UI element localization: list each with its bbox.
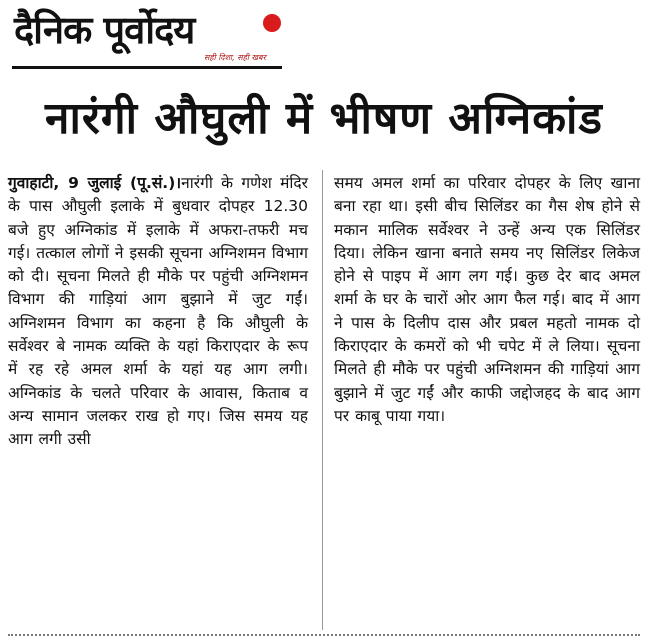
article-column-left (8, 172, 308, 452)
newspaper-tagline: सही दिशा, सही खबर (204, 53, 266, 62)
article-headline: नारंगी औघुली में भीषण अग्निकांड (45, 93, 603, 144)
article-column-right (334, 172, 640, 428)
newspaper-title: दैनिक पूर्वोदय (14, 8, 195, 52)
masthead-rule (12, 66, 282, 69)
masthead (8, 4, 284, 72)
dateline: गुवाहाटी, 9 जुलाई (पू.सं.)। (8, 174, 182, 192)
article-paragraph (8, 172, 308, 452)
bottom-dotted-rule (8, 634, 640, 636)
article-body-right: समय अमल शर्मा का परिवार दोपहर के लिए खाना बना रहा था। इसी बीच सिलिंडर का गैस शेष होने से मकान मालिक सर्वेश्वर ने उन्हें अन्य एक सिलिंडर दिया। लेकिन खाना बनाते समय नए सिलिंडर लिकेज होने से पाइप में आग लग गई। कुछ देर बाद अमल शर्मा के घर के चारों ओर आग फैल गई। बाद में आग ने पास के दिलीप दास और प्रबल महतो नामक दो किराएदार के कमरों को भी चपेट में ले लिया। सूचना मिलते ही मौके पर पहुंची अग्निशमन की गाड़ियां आग बुझाने में जुट गईं और काफी जद्दोजहद के बाद आग पर काबू पाया गया। (334, 174, 640, 425)
column-divider (322, 170, 323, 630)
article-body-left: नारंगी के गणेश मंदिर के पास औघुली इलाके में बुधवार दोपहर 12.30 बजे हुए अग्निकांड में इलाके में अफरा-तफरी मच गई। तत्काल लोगों ने इसकी सूचना अग्निशमन विभाग को दी। सूचना मिलते ही मौके पर पहुंची अग्निशमन विभाग की गाड़ियां आग बुझाने में जुट गईं। अग्निशमन विभाग का कहना है कि औघुली के सर्वेश्वर बे नामक व्यक्ति के यहां किराएदार के रूप में रह रहे अमल शर्मा के यहां यह आग लगी। अग्निकांड के चलते परिवार के आवास, किताब व अन्य सामान जलकर राख हो गए। जिस समय यह आग लगी उसी (8, 174, 308, 449)
logo-dot-icon (263, 14, 281, 32)
